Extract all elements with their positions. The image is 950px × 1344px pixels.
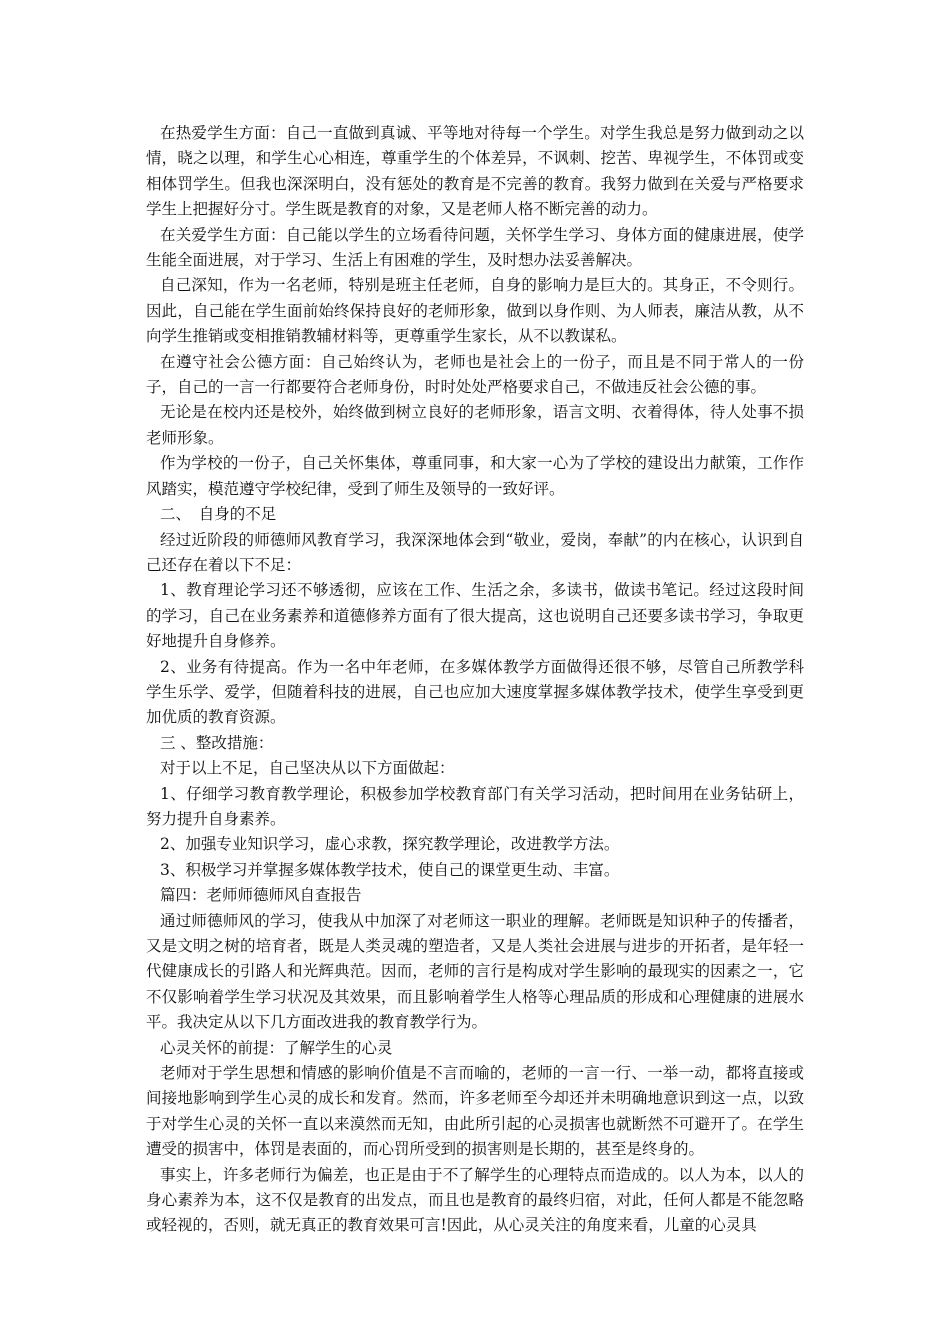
section-heading: 三 、整改措施： — [160, 733, 274, 752]
section-heading: 二、 自身的不足 — [160, 505, 277, 524]
paragraph: 通过师德师风的学习，使我从中加深了对老师这一职业的理解。老师既是知识种子的传播者，又是文明之树的培育者，既是人类灵魂的塑造者，又是人类社会进展与进步的开拓者，是年轻一代健康成长的引路人和光辉典范。因而，老师的言行是构成对学生影响的最现实的因素之一，它不仅影响着学生学习状况及其效果，而且影响着学生人格等心理品质的形成和心理健康的进展水平。我决定从以下几方面改进我的教育教学行为。 — [146, 911, 804, 1032]
list-item: 3、积极学习并掌握多媒体教学技术，使自己的课堂更生动、丰富。 — [160, 860, 620, 879]
list-item: 2、业务有待提高。作为一名中年老师，在多媒体教学方面做得还很不够，尽管自己所教学科学生乐学、爱学，但随着科技的进展，自己也应加大速度掌握多媒体教学技术，使学生享受到更加优质的教育资源。 — [146, 657, 804, 727]
paragraph: 在关爱学生方面：自己能以学生的立场看待问题，关怀学生学习、身体方面的健康进展，使学生能全面进展，对于学习、生活上有困难的学生，及时想办法妥善解决。 — [146, 225, 804, 270]
list-item: 1、仔细学习教育教学理论，积极参加学校教育部门有关学习活动，把时间用在业务钻研上，努力提升自身素养。 — [146, 784, 804, 828]
article-title: 篇四：老师师德师风自查报告 — [160, 886, 362, 905]
paragraph: 事实上，许多老师行为偏差，也正是由于不了解学生的心理特点而造成的。以人为本，以人的身心素养为本，这不仅是教育的出发点，而且也是教育的最终归宿，对此，任何人都是不能忽略或轻视的，否则，就无真正的教育效果可言!因此，从心灵关注的角度来看，儿童的心灵具 — [146, 1165, 804, 1235]
list-item: 2、加强专业知识学习，虚心求教，探究教学理论，改进教学方法。 — [160, 835, 620, 854]
section-heading: 心灵关怀的前提：了解学生的心灵 — [160, 1038, 393, 1057]
paragraph: 无论是在校内还是校外，始终做到树立良好的老师形象，语言文明、衣着得体，待人处事不损老师形象。 — [146, 403, 804, 447]
paragraph: 作为学校的一份子，自己关怀集体，尊重同事，和大家一心为了学校的建设出力献策，工作作风踏实，模范遵守学校纪律，受到了师生及领导的一致好评。 — [146, 454, 804, 498]
paragraph: 对于以上不足，自己坚决从以下方面做起： — [160, 759, 455, 778]
list-item: 1、教育理论学习还不够透彻，应该在工作、生活之余，多读书，做读书笔记。经过这段时间的学习，自己在业务素养和道德修养方面有了很大提高，这也说明自己还要多读书学习，争取更好地提升自身修养。 — [146, 581, 804, 651]
document-body — [146, 121, 804, 1239]
paragraph: 在遵守社会公德方面：自己始终认为，老师也是社会上的一份子，而且是不同于常人的一份子，自己的一言一行都要符合老师身份，时时处处严格要求自己，不做违反社会公德的事。 — [146, 352, 804, 397]
paragraph: 在热爱学生方面：自己一直做到真诚、平等地对待每一个学生。对学生我总是努力做到动之以情，晓之以理，和学生心心相连，尊重学生的个体差异，不讽刺、挖苦、卑视学生，不体罚或变相体罚学生。但我也深深明白，没有惩处的教育是不完善的教育。我努力做到在关爱与严格要求学生上把握好分寸。学生既是教育的对象，又是老师人格不断完善的动力。 — [146, 124, 804, 219]
paragraph: 经过近阶段的师德师风教育学习，我深深地体会到“敬业，爱岗，奉献”的内在核心，认识到自己还存在着以下不足： — [146, 530, 804, 574]
paragraph: 自己深知，作为一名老师，特别是班主任老师，自身的影响力是巨大的。其身正，不令则行。因此，自己能在学生面前始终保持良好的老师形象，做到以身作则、为人师表，廉洁从教，从不向学生推销或变相推销教辅材料等，更尊重学生家长，从不以教谋私。 — [146, 276, 804, 346]
paragraph: 老师对于学生思想和情感的影响价值是不言而喻的，老师的一言一行、一举一动，都将直接或间接地影响到学生心灵的成长和发育。然而，许多老师至今却还并未明确地意识到这一点，以致于对学生心灵的关怀一直以来漠然而无知，由此所引起的心灵损害也就断然不可避开了。在学生遭受的损害中，体罚是表面的，而心罚所受到的损害则是长期的，甚至是终身的。 — [146, 1064, 804, 1159]
